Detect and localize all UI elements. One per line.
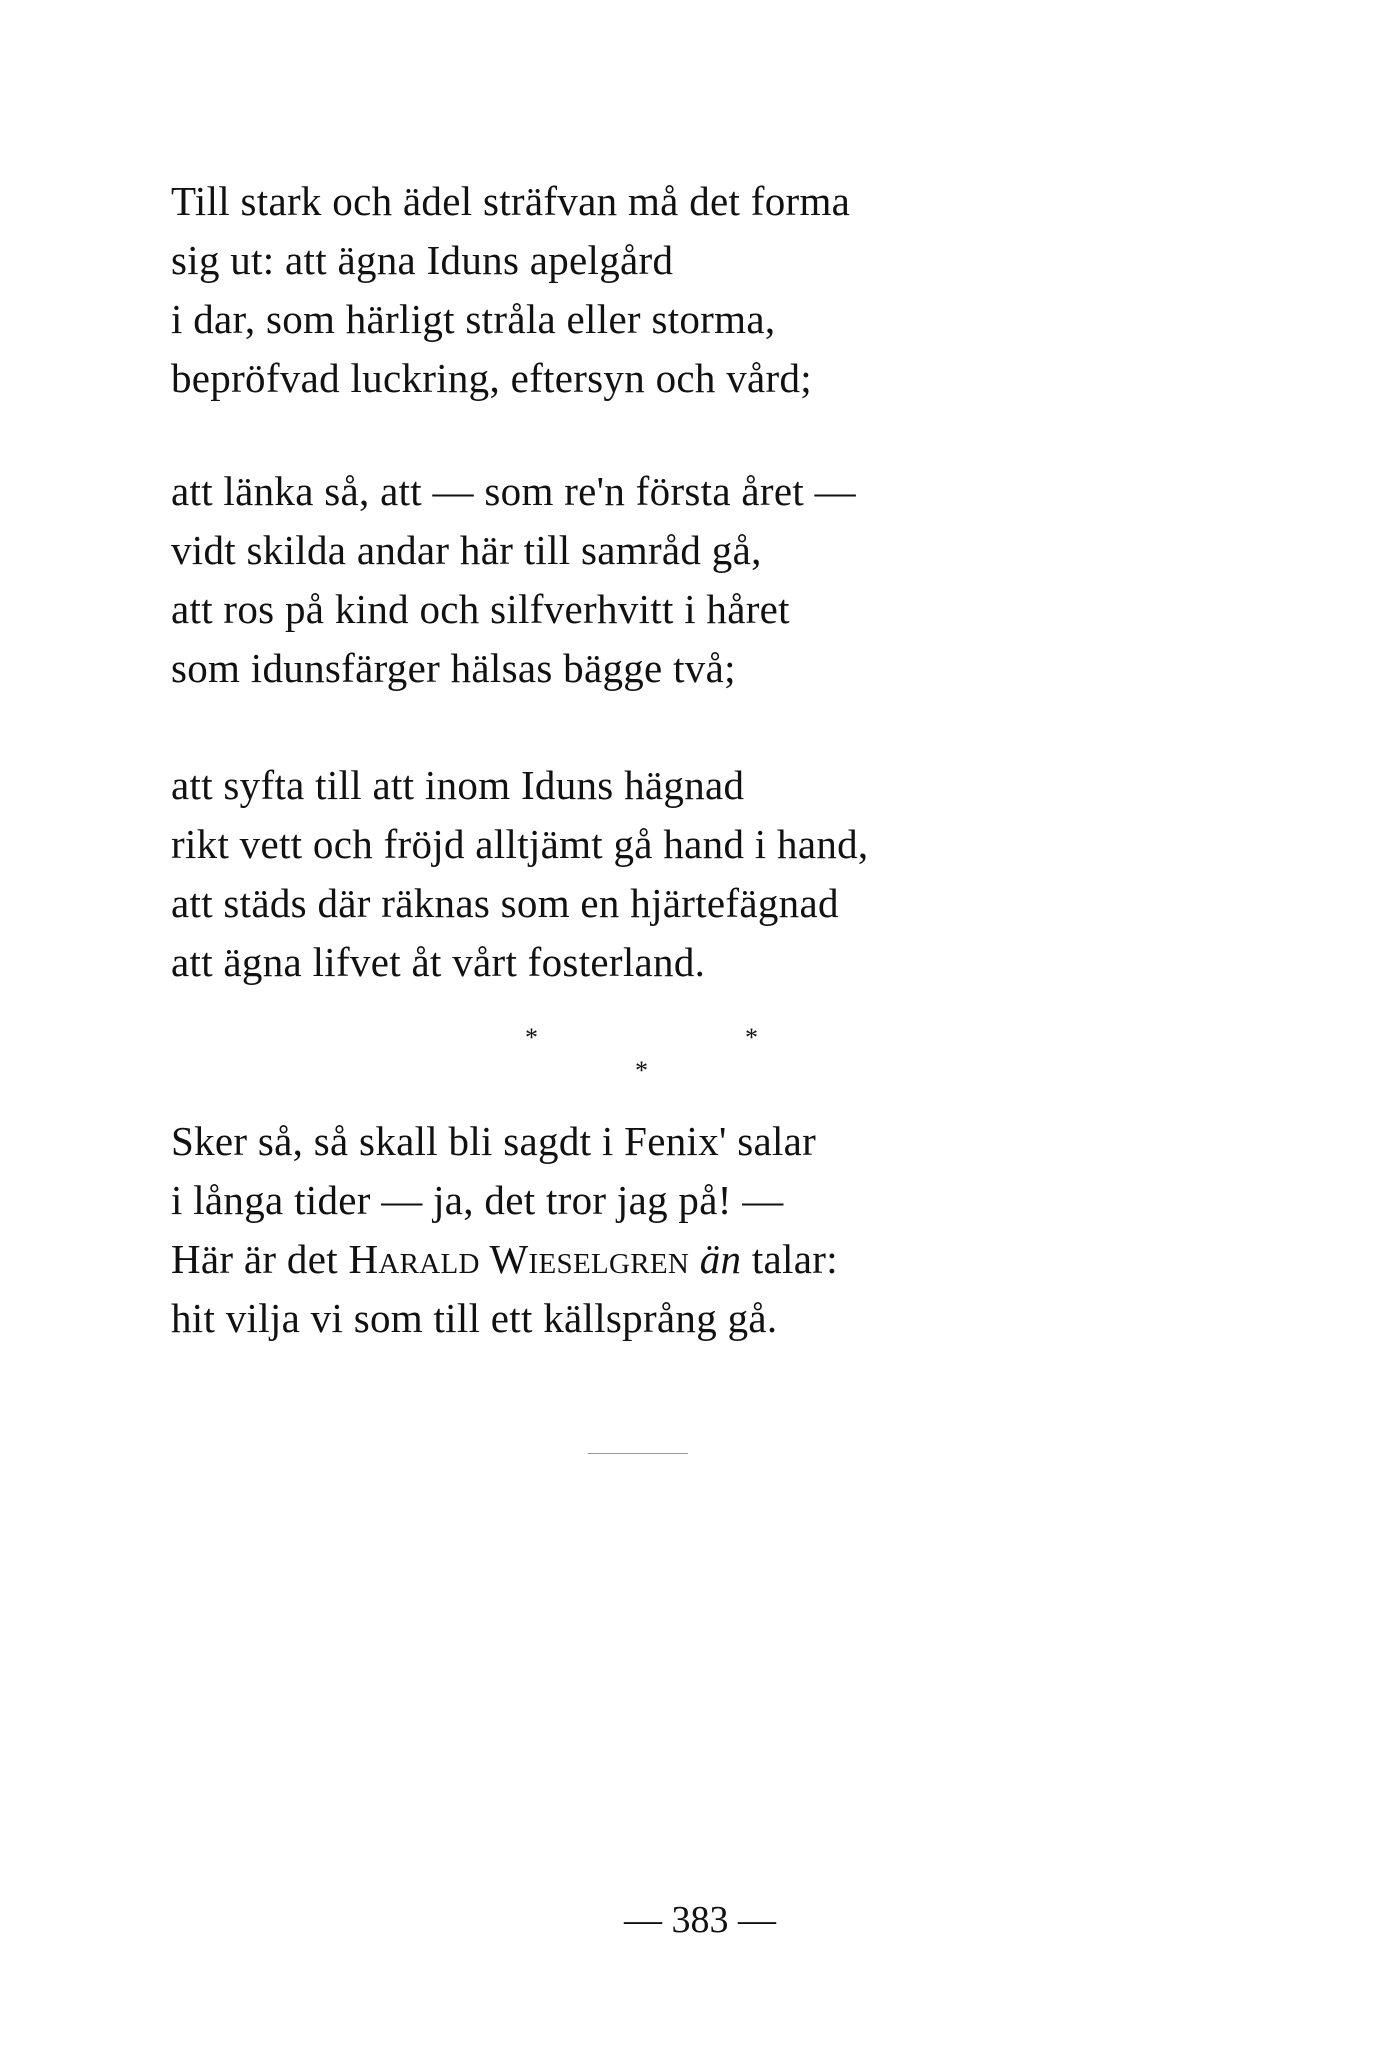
poem-line: bepröfvad luckring, eftersyn och vård; <box>171 355 812 401</box>
poem-line: sig ut: att ägna Iduns apelgård <box>171 237 674 283</box>
line-text <box>689 1236 700 1282</box>
poem-line: att ros på kind och silfverhvitt i håret <box>171 586 790 632</box>
poem-line <box>171 1230 1171 1289</box>
stanza-4 <box>171 1112 1171 1348</box>
poem-line: i dar, som härligt stråla eller storma, <box>171 296 776 342</box>
star-icon: * <box>525 1023 538 1052</box>
stanza-3 <box>171 756 1171 992</box>
page-number: — 383 — <box>624 1899 776 1941</box>
poem-line: rikt vett och fröjd alltjämt gå hand i hand, <box>171 821 869 867</box>
poem-line: Till stark och ädel sträfvan må det forma <box>171 178 851 224</box>
poem-line: Sker så, så skall bli sagdt i Fenix' salar <box>171 1118 817 1164</box>
person-name: Harald Wieselgren <box>348 1236 690 1282</box>
poem-line: att länka så, att — som re'n första året — <box>171 468 856 514</box>
emphasis-word: än <box>699 1236 742 1282</box>
poem-line: hit vilja vi som till ett källsprång gå. <box>171 1295 778 1341</box>
section-divider <box>588 1453 688 1454</box>
asterism-ornament <box>520 1020 780 1090</box>
poem-line: vidt skilda andar här till samråd gå, <box>171 527 762 573</box>
poem-line: att städs där räknas som en hjärtefägnad <box>171 880 839 926</box>
line-text: Här är det <box>171 1236 349 1282</box>
stanza-1 <box>171 172 1171 408</box>
poem-line: att syfta till att inom Iduns hägnad <box>171 762 745 808</box>
line-text: talar: <box>741 1236 838 1282</box>
stanza-2 <box>171 462 1171 698</box>
poem-line: som idunsfärger hälsas bägge två; <box>171 645 736 691</box>
star-icon: * <box>745 1023 758 1052</box>
poem-line: i långa tider — ja, det tror jag på! — <box>171 1177 784 1223</box>
poem-line: att ägna lifvet åt vårt fosterland. <box>171 939 706 985</box>
star-icon: * <box>635 1056 648 1085</box>
